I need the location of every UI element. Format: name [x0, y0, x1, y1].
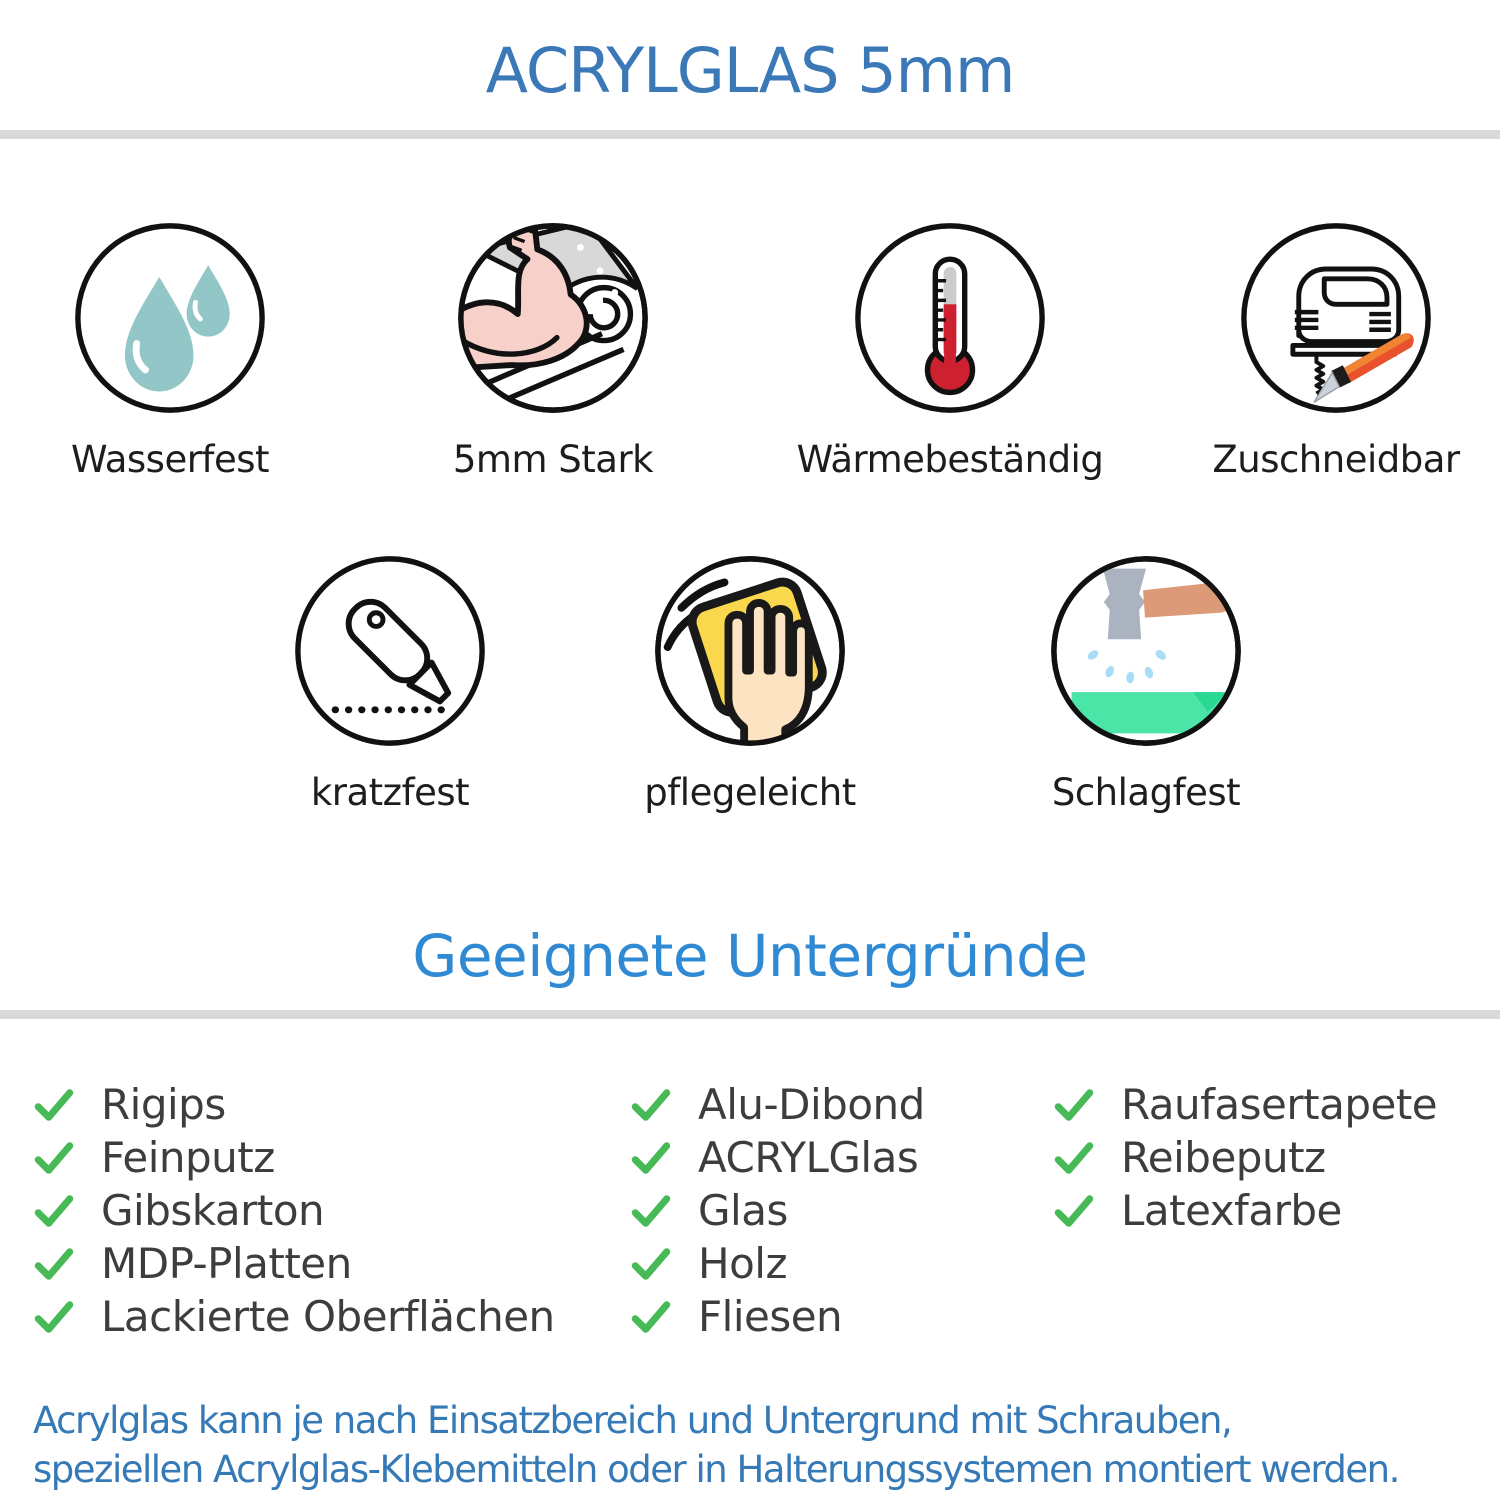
check-icon — [1053, 1084, 1095, 1126]
check-icon — [33, 1243, 75, 1285]
feature-schlagfest — [1048, 553, 1244, 814]
surfaces-column-2 — [630, 1078, 925, 1343]
list-item-label: Feinputz — [101, 1133, 275, 1182]
feature-label: 5mm Stark — [452, 438, 654, 481]
surfaces-column-3 — [1053, 1078, 1437, 1237]
thermometer-icon — [852, 220, 1048, 416]
water-drops-icon — [72, 220, 268, 416]
mounting-note-line: Acrylglas kann je nach Einsatzbereich und Untergrund mit Schrauben, — [33, 1399, 1232, 1442]
check-icon — [630, 1296, 672, 1338]
check-icon — [1053, 1190, 1095, 1232]
divider-bar — [0, 130, 1500, 139]
feature-wasserfest — [72, 220, 268, 481]
list-item — [33, 1078, 555, 1131]
feature-pflegeleicht — [644, 553, 856, 814]
list-item-label: Rigips — [101, 1080, 226, 1129]
list-item — [1053, 1131, 1437, 1184]
jigsaw-icon — [1238, 220, 1434, 416]
feature-label: Schlagfest — [1051, 771, 1241, 814]
list-item — [33, 1290, 555, 1343]
list-item-label: Holz — [698, 1239, 787, 1288]
hammer-icon — [1048, 553, 1244, 749]
list-item-label: Reibeputz — [1121, 1133, 1326, 1182]
list-item-label: Latexfarbe — [1121, 1186, 1342, 1235]
check-icon — [33, 1296, 75, 1338]
list-item — [630, 1078, 925, 1131]
muscle-arm-icon — [455, 220, 651, 416]
check-icon — [33, 1084, 75, 1126]
mounting-note-line: speziellen Acrylglas-Klebemitteln oder in Halterungssystemen montiert werden. — [33, 1448, 1399, 1491]
feature-kratzfest — [292, 553, 488, 814]
list-item-label: Raufasertapete — [1121, 1080, 1438, 1129]
list-item — [33, 1131, 555, 1184]
check-icon — [33, 1137, 75, 1179]
mounting-note — [33, 1396, 1493, 1494]
check-icon — [630, 1084, 672, 1126]
feature-5mm-stark — [452, 220, 654, 481]
list-item — [1053, 1184, 1437, 1237]
feature-label: Wärmebeständig — [796, 438, 1104, 481]
divider-bar — [0, 1010, 1500, 1019]
feature-label: Zuschneidbar — [1212, 438, 1460, 481]
list-item — [630, 1290, 925, 1343]
list-item-label: Gibskarton — [101, 1186, 325, 1235]
feature-label: pflegeleicht — [644, 771, 856, 814]
section-title-untergruende: Geeignete Untergründe — [412, 922, 1088, 990]
surfaces-column-1 — [33, 1078, 555, 1343]
list-item-label: ACRYLGlas — [698, 1133, 919, 1182]
list-item-label: Glas — [698, 1186, 788, 1235]
list-item — [33, 1184, 555, 1237]
feature-waermebestaendig — [796, 220, 1104, 481]
list-item-label: MDP-Platten — [101, 1239, 352, 1288]
feature-zuschneidbar — [1212, 220, 1460, 481]
feature-label: kratzfest — [310, 771, 470, 814]
feature-label: Wasserfest — [71, 438, 269, 481]
list-item — [1053, 1078, 1437, 1131]
cleaning-hand-icon — [652, 553, 848, 749]
list-item-label: Fliesen — [698, 1292, 843, 1341]
list-item — [630, 1184, 925, 1237]
page-title: ACRYLGLAS 5mm — [485, 34, 1015, 107]
list-item — [630, 1131, 925, 1184]
check-icon — [630, 1243, 672, 1285]
list-item-label: Alu-Dibond — [698, 1080, 925, 1129]
utility-knife-icon — [292, 553, 488, 749]
check-icon — [630, 1190, 672, 1232]
check-icon — [630, 1137, 672, 1179]
check-icon — [1053, 1137, 1095, 1179]
list-item — [33, 1237, 555, 1290]
list-item-label: Lackierte Oberflächen — [101, 1292, 555, 1341]
list-item — [630, 1237, 925, 1290]
check-icon — [33, 1190, 75, 1232]
